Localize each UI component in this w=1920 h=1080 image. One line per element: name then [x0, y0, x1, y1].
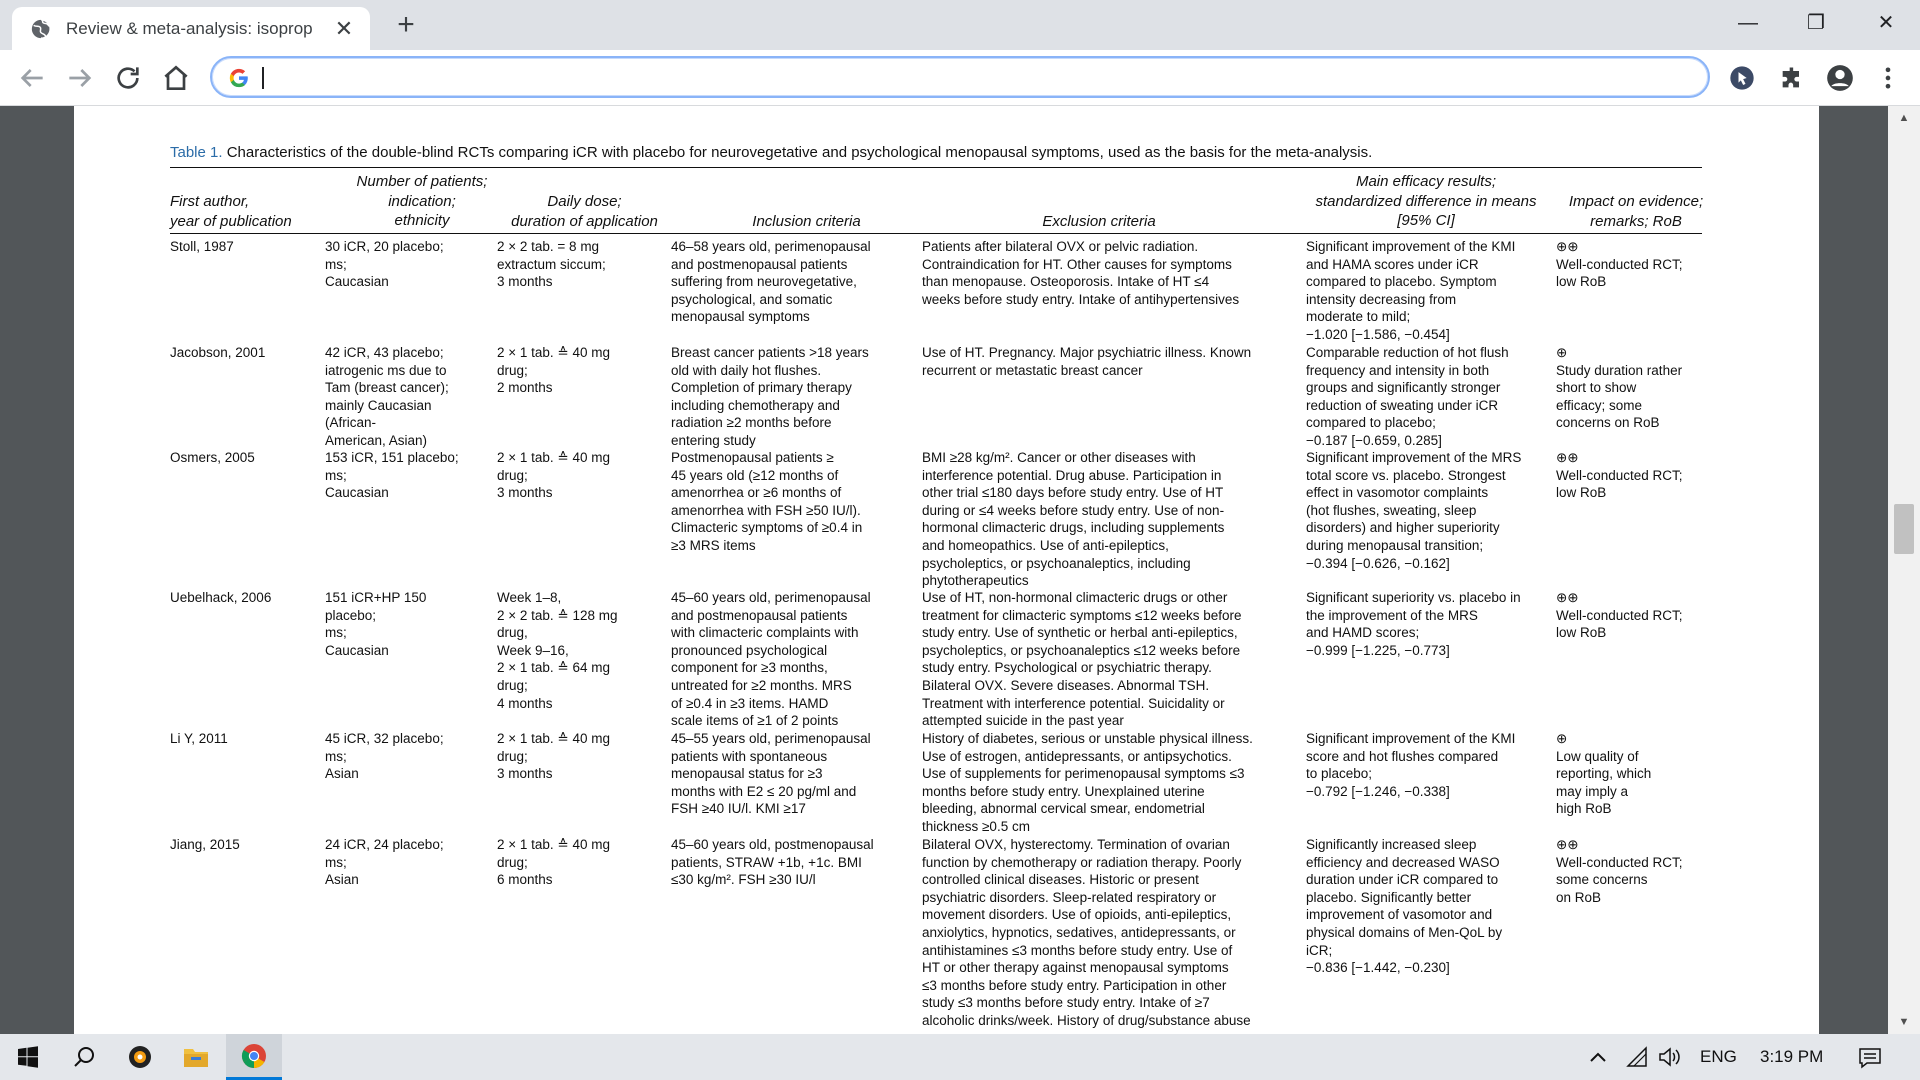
scroll-up-arrow-icon[interactable]: ▲	[1898, 112, 1910, 124]
cell-exclusion: Use of HT. Pregnancy. Major psychiatric illness. Known recurrent or metastatic breast cancer	[922, 345, 1252, 378]
window-close-button[interactable]: ✕	[1877, 12, 1895, 34]
menu-kebab-icon[interactable]	[1874, 64, 1902, 92]
globe-icon	[30, 18, 52, 40]
search-icon[interactable]	[56, 1034, 112, 1080]
new-tab-button[interactable]: +	[397, 8, 415, 41]
cell-patients: 24 iCR, 24 placebo; ms; Asian	[325, 837, 444, 888]
header-patients: Number of patients; indication; ethnicity	[356, 173, 488, 229]
extension-cursor-icon[interactable]	[1728, 64, 1756, 92]
cell-author: Li Y, 2011	[170, 731, 228, 746]
pdf-viewer	[0, 106, 1920, 1034]
minimize-button[interactable]: —	[1738, 12, 1758, 34]
chrome-taskbar-icon[interactable]	[226, 1034, 282, 1080]
cell-impact: ⊕ Low quality of reporting, which may imply a high RoB	[1556, 731, 1652, 817]
browser-tab[interactable]	[12, 7, 370, 50]
cell-inclusion: 46–58 years old, perimenopausal and postmenopausal patients suffering from neurovegetative, psychological, and somatic menopausal symptoms	[671, 239, 871, 325]
tab-strip	[0, 0, 1920, 50]
media-player-icon[interactable]	[112, 1034, 168, 1080]
cell-exclusion: History of diabetes, serious or unstable physical illness. Use of estrogen, antidepressants, or antipsychotics. Use of supplements for perimenopausal symptoms ≤3 months before study entry. Unexplained uterine bleeding, abnormal cervical smear, endometrial thickness ≥0.5 cm	[922, 731, 1253, 834]
cell-dose: 2 × 1 tab. ≙ 40 mg drug; 3 months	[497, 450, 611, 501]
header-inclusion: Inclusion criteria	[752, 213, 861, 230]
cell-patients: 153 iCR, 151 placebo; ms; Caucasian	[325, 450, 459, 501]
caption-label: Table 1.	[170, 144, 223, 161]
google-icon	[228, 67, 250, 89]
network-icon[interactable]	[1626, 1046, 1648, 1068]
back-icon[interactable]	[16, 62, 48, 94]
cell-patients: 30 iCR, 20 placebo; ms; Caucasian	[325, 239, 444, 290]
tab-title: Review & meta-analysis: isoprop	[66, 18, 313, 38]
cell-efficacy: Comparable reduction of hot flush frequency and intensity in both groups and significantly stronger reduction of sweating under iCR compared to placebo; −0.187 [−0.659, 0.285]	[1306, 345, 1509, 448]
volume-icon[interactable]	[1658, 1046, 1682, 1068]
cell-author: Uebelhack, 2006	[170, 590, 272, 605]
profile-avatar-icon[interactable]	[1826, 64, 1854, 92]
cell-author: Jiang, 2015	[170, 837, 240, 852]
cell-inclusion: Postmenopausal patients ≥ 45 years old (≥12 months of amenorrhea or ≥6 months of amenorrhea with FSH ≥50 IU/l). Climacteric symptoms of ≥0.4 in ≥3 MRS items	[671, 450, 863, 553]
cell-patients: 151 iCR+HP 150 placebo; ms; Caucasian	[325, 590, 427, 658]
text-caret	[262, 67, 264, 89]
cell-patients: 42 iCR, 43 placebo; iatrogenic ms due to Tam (breast cancer); mainly Caucasian (African- American, Asian)	[325, 345, 449, 448]
chevron-up-icon[interactable]	[1588, 1048, 1608, 1066]
header-bottom-rule	[170, 233, 1702, 234]
cell-dose: Week 1–8, 2 × 2 tab. ≙ 128 mg drug, Week 9–16, 2 × 1 tab. ≙ 64 mg drug; 4 months	[497, 590, 618, 711]
scroll-down-arrow-icon[interactable]: ▼	[1898, 1016, 1910, 1028]
cell-inclusion: 45–60 years old, postmenopausal patients, STRAW +1b, +1c. BMI ≤30 kg/m². FSH ≥30 IU/l	[671, 837, 874, 888]
pdf-page	[74, 106, 1819, 1034]
file-explorer-icon[interactable]	[168, 1034, 224, 1080]
taskbar	[0, 1034, 1920, 1080]
vertical-scrollbar[interactable]	[1888, 106, 1920, 1034]
header-exclusion: Exclusion criteria	[1042, 213, 1156, 230]
browser-toolbar	[0, 50, 1920, 106]
address-bar[interactable]	[210, 56, 1710, 98]
forward-icon[interactable]	[64, 62, 96, 94]
table-caption	[170, 144, 1720, 161]
cell-exclusion: Patients after bilateral OVX or pelvic radiation. Contraindication for HT. Other causes for symptoms than menopause. Osteoporosis. Intake of HT ≤4 weeks before study entry. Intake of antihypertensives	[922, 239, 1240, 307]
home-icon[interactable]	[160, 62, 192, 94]
cell-inclusion: 45–60 years old, perimenopausal and postmenopausal patients with climacteric complaints with pronounced psychological component for ≥3 months, untreated for ≥2 months. MRS of ≥0.4 in ≥3 items. HAMD scale items of ≥1 of 2 points	[671, 590, 871, 729]
cell-exclusion: Use of HT, non-hormonal climacteric drugs or other treatment for climacteric symptoms ≤12 weeks before study entry. Use of synthetic or herbal anti-epileptics, psycholeptics, or psychoanaleptics ≤12 weeks before study entry. Psychological or psychiatric therapy. Bilateral OVX. Severe diseases. Abnormal TSH. Treatment with interference potential. Suicidality or attempted suicide in the past year	[922, 590, 1242, 729]
extensions-puzzle-icon[interactable]	[1778, 64, 1806, 92]
windows-start-icon[interactable]	[0, 1034, 56, 1080]
cell-impact: ⊕ Study duration rather short to show efficacy; some concerns on RoB	[1556, 345, 1683, 431]
header-dose: Daily dose; duration of application	[511, 193, 658, 230]
cell-inclusion: Breast cancer patients >18 years old with daily hot flushes. Completion of primary therapy including chemotherapy and radiation ≥2 months before entering study	[671, 345, 869, 448]
cell-author: Jacobson, 2001	[170, 345, 266, 360]
cell-efficacy: Significant improvement of the KMI and HAMA scores under iCR compared to placebo. Symptom intensity decreasing from moderate to mild; −1.020 [−1.586, −0.454]	[1306, 239, 1516, 342]
header-author: First author, year of publication	[170, 193, 292, 230]
cell-efficacy: Significant superiority vs. placebo in the improvement of the MRS and HAMD scores; −0.999 [−1.225, −0.773]	[1306, 590, 1521, 658]
cell-author: Stoll, 1987	[170, 239, 234, 254]
cell-impact: ⊕⊕ Well-conducted RCT; low RoB	[1556, 450, 1683, 501]
header-efficacy: Main efficacy results; standardized difference in means [95% CI]	[1315, 173, 1537, 229]
cell-efficacy: Significant improvement of the MRS total score vs. placebo. Strongest effect in vasomotor complaints (hot flushes, sweating, sleep disorders) and higher superiority during menopausal transition; −0.394 [−0.626, −0.162]	[1306, 450, 1522, 571]
close-tab-icon[interactable]: ✕	[334, 15, 354, 41]
cell-dose: 2 × 1 tab. ≙ 40 mg drug; 3 months	[497, 731, 611, 782]
cell-patients: 45 iCR, 32 placebo; ms; Asian	[325, 731, 444, 782]
cell-author: Osmers, 2005	[170, 450, 255, 465]
cell-efficacy: Significant improvement of the KMI score and hot flushes compared to placebo; −0.792 [−1.246, −0.338]	[1306, 731, 1516, 799]
cell-inclusion: 45–55 years old, perimenopausal patients with spontaneous menopausal status for ≥3 months with E2 ≤ 20 pg/ml and FSH ≥40 IU/l. KMI ≥17	[671, 731, 871, 817]
caption-text: Characteristics of the double-blind RCTs comparing iCR with placebo for neurovegetative and psychological menopausal symptoms, used as the basis for the meta-analysis.	[226, 144, 1373, 161]
header-impact: Impact on evidence; remarks; RoB	[1568, 193, 1704, 230]
cell-exclusion: BMI ≥28 kg/m². Cancer or other diseases with interference potential. Drug abuse. Participation in other trial ≤180 days before study entry. Use of HT during or ≤4 weeks before study entry. Use of non- hormonal climacteric drugs, including supplements and homeopathics. Use of anti-epileptics, psycholeptics, or psychoanaleptics, including phytotherapeutics	[922, 450, 1225, 589]
clock-time[interactable]: 3:19 PM	[1760, 1047, 1824, 1066]
cell-impact: ⊕⊕ Well-conducted RCT; low RoB	[1556, 590, 1683, 641]
cell-efficacy: Significantly increased sleep efficiency and decreased WASO duration under iCR compared to placebo. Significantly better improvement of vasomotor and physical domains of Men-QoL by iCR; −0.836 [−1.442, −0.230]	[1306, 837, 1503, 976]
table-top-rule	[170, 167, 1702, 168]
cell-exclusion: Bilateral OVX, hysterectomy. Termination of ovarian function by chemotherapy or radiation therapy. Poorly controlled clinical diseases. Historic or present psychiatric disorders. Sleep-related respiratory or movement disorders. Use of opioids, anti-epileptics, anxiolytics, hypnotics, sedatives, antidepressants, or antihistamines ≤3 months before study entry. Use of HT or other therapy against menopausal symptoms ≤3 months before study entry. Participation in other study ≤3 months before study entry. Intake of ≥7 alcoholic drinks/week. History of drug/substance abuse	[922, 837, 1251, 1028]
cell-impact: ⊕⊕ Well-conducted RCT; low RoB	[1556, 239, 1683, 290]
scrollbar-thumb[interactable]	[1894, 504, 1914, 554]
language-indicator[interactable]: ENG	[1700, 1047, 1737, 1066]
restore-button[interactable]: ❐	[1807, 12, 1825, 34]
cell-dose: 2 × 1 tab. ≙ 40 mg drug; 6 months	[497, 837, 611, 888]
cell-dose: 2 × 2 tab. = 8 mg extractum siccum; 3 months	[497, 239, 606, 290]
cell-impact: ⊕⊕ Well-conducted RCT; some concerns on RoB	[1556, 837, 1683, 905]
notifications-icon[interactable]	[1858, 1046, 1882, 1070]
cell-dose: 2 × 1 tab. ≙ 40 mg drug; 2 months	[497, 345, 611, 396]
reload-icon[interactable]	[112, 62, 144, 94]
